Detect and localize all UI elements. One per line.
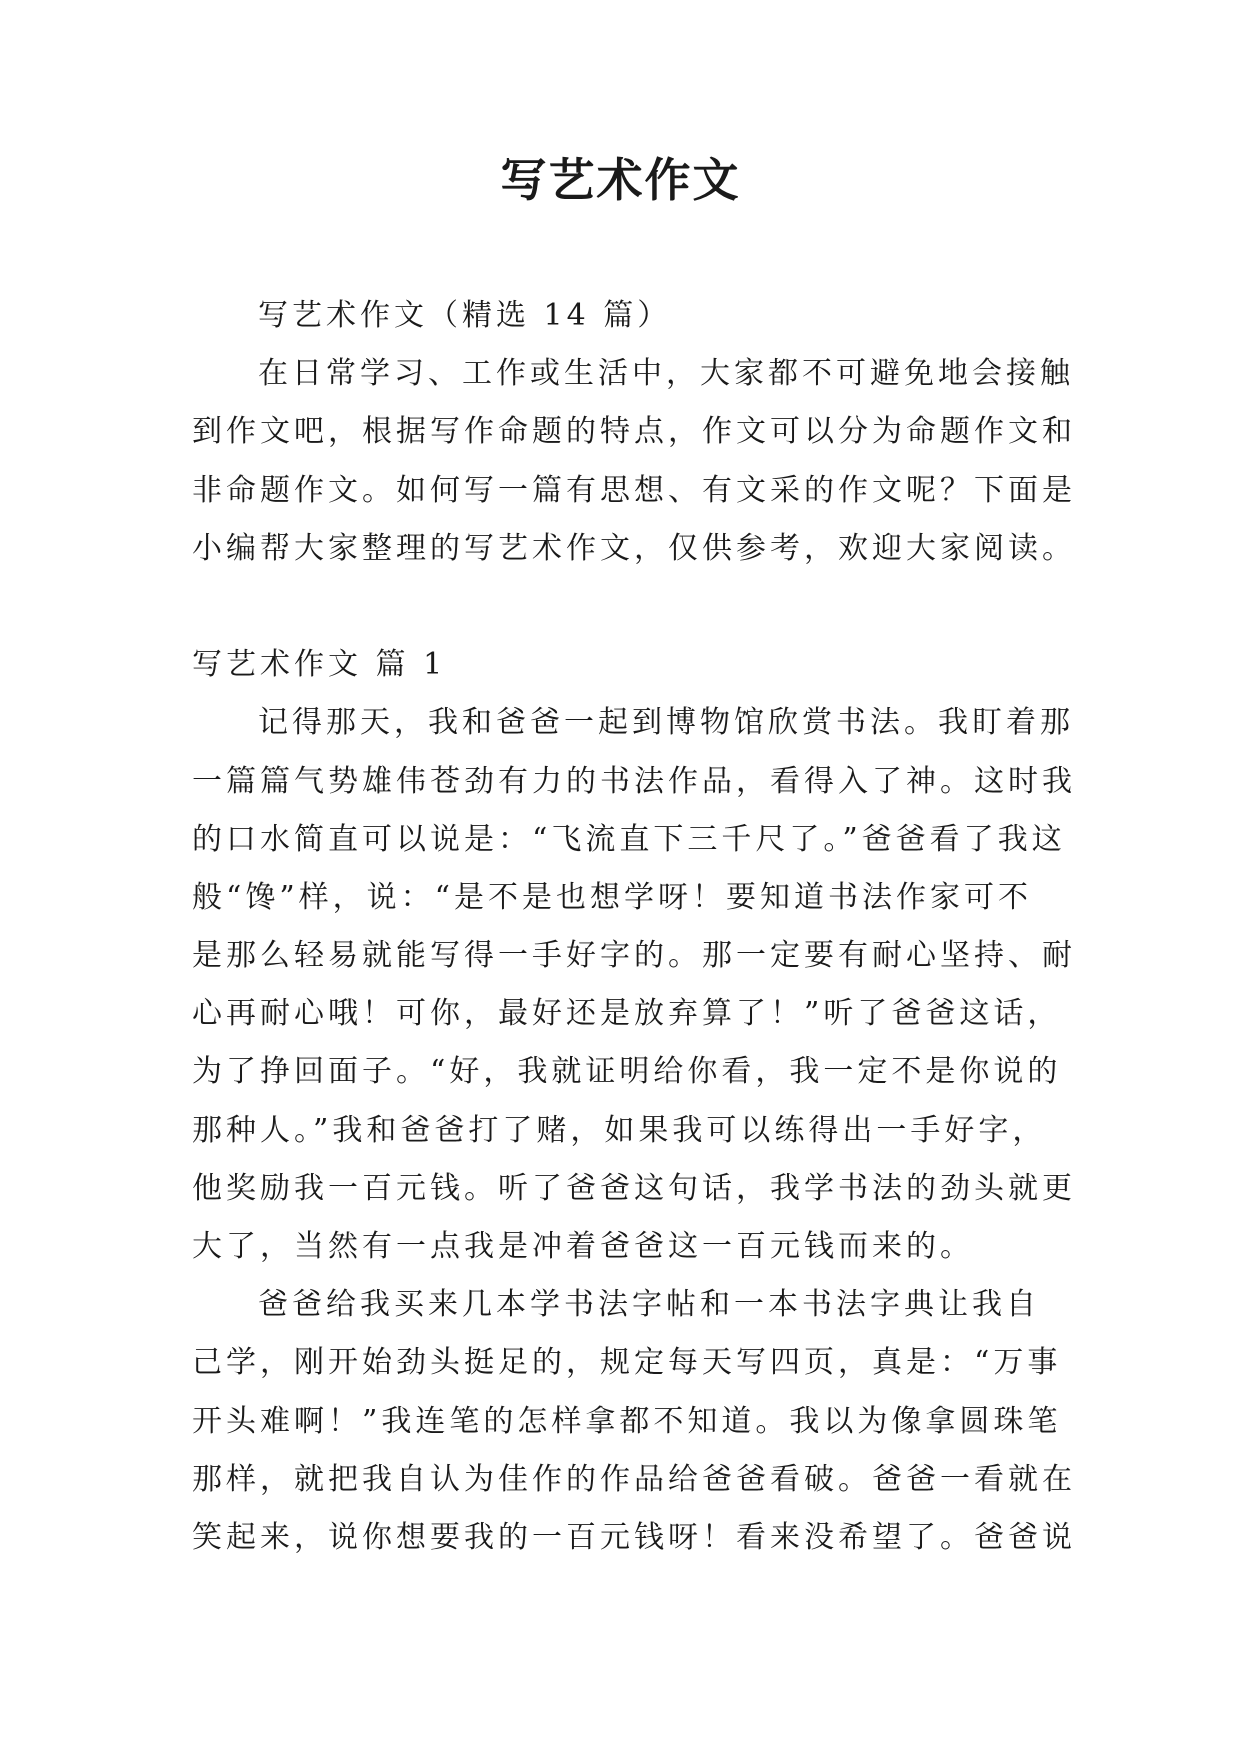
paragraph-line: 他奖励我一百元钱。听了爸爸这句话，我学书法的劲头就更 [192, 1170, 1076, 1206]
intro-line: 小编帮大家整理的写艺术作文，仅供参考，欢迎大家阅读。 [192, 530, 1076, 566]
document-body [192, 287, 1076, 1567]
intro-line: 非命题作文。如何写一篇有思想、有文采的作文呢？下面是 [192, 472, 1076, 508]
paragraph-line: 己学，刚开始劲头挺足的，规定每天写四页，真是：“万事 [192, 1345, 1062, 1381]
section-heading: 写艺术作文 篇 1 [192, 647, 447, 683]
paragraph-line: 记得那天，我和爸爸一起到博物馆欣赏书法。我盯着那 [258, 705, 1074, 741]
paragraph-line: 笑起来，说你想要我的一百元钱呀！看来没希望了。爸爸说 [192, 1519, 1076, 1555]
paragraph-line: 大了，当然有一点我是冲着爸爸这一百元钱而来的。 [192, 1229, 974, 1264]
paragraph-line: 爸爸给我买来几本学书法字帖和一本书法字典让我自 [258, 1287, 1040, 1323]
paragraph-line: 心再耐心哦！可你，最好还是放弃算了！”听了爸爸这话， [192, 996, 1062, 1032]
paragraph-line: 为了挣回面子。“好，我就证明给你看，我一定不是你说的 [192, 1054, 1062, 1090]
paragraph-line: 般“馋”样，说：“是不是也想学呀！要知道书法作家可不 [192, 879, 1033, 915]
intro-line: 在日常学习、工作或生活中，大家都不可避免地会接触 [258, 356, 1074, 392]
blank-line [192, 578, 1072, 636]
paragraph-line: 一篇篇气势雄伟苍劲有力的书法作品，看得入了神。这时我 [192, 763, 1076, 799]
document-title: 写艺术作文 [500, 153, 741, 207]
paragraph-line: 是那么轻易就能写得一手好字的。那一定要有耐心坚持、耐 [192, 938, 1076, 974]
paragraph-line: 开头难啊！”我连笔的怎样拿都不知道。我以为像拿圆珠笔 [192, 1403, 1062, 1439]
paragraph-line: 那样，就把我自认为佳作的作品给爸爸看破。爸爸一看就在 [192, 1461, 1076, 1497]
paragraph-line: 那种人。”我和爸爸打了赌，如果我可以练得出一手好字， [192, 1112, 1047, 1148]
document-subtitle: 写艺术作文（精选 14 篇） [258, 298, 672, 333]
paragraph-line: 的口水简直可以说是：“飞流直下三千尺了。”爸爸看了我这 [192, 821, 1066, 857]
intro-line: 到作文吧，根据写作命题的特点，作文可以分为命题作文和 [192, 414, 1076, 450]
